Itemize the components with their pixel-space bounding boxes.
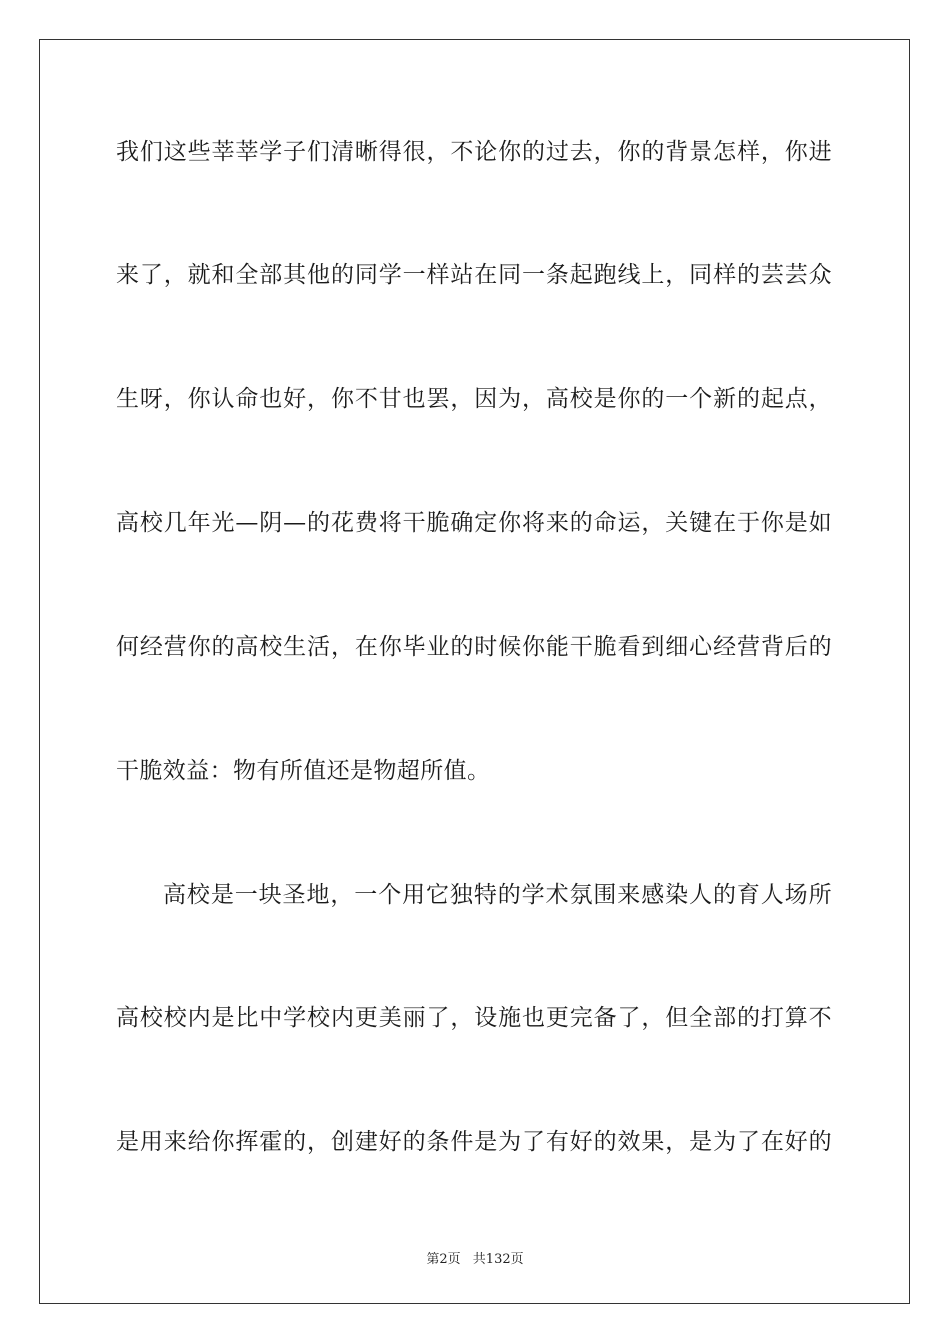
text-line: 干脆效益：物有所值还是物超所值。 xyxy=(116,758,491,784)
page-number: 第2页 xyxy=(426,1252,461,1267)
total-pages: 共132页 xyxy=(472,1252,524,1267)
page-border xyxy=(39,39,910,1304)
text-line: 高校校内是比中学校内更美丽了，设施也更完备了，但全部的打算不 xyxy=(116,1005,832,1031)
text-line: 何经营你的高校生活，在你毕业的时候你能干脆看到细心经营背后的 xyxy=(116,634,832,660)
page-footer xyxy=(0,1248,950,1267)
text-line: 生呀，你认命也好，你不甘也罢，因为，高校是你的一个新的起点， xyxy=(116,386,832,412)
text-line: 来了，就和全部其他的同学一样站在同一条起跑线上，同样的芸芸众 xyxy=(116,262,832,288)
text-line: 是用来给你挥霍的，创建好的条件是为了有好的效果，是为了在好的 xyxy=(116,1129,832,1155)
text-line: 高校几年光—阴—的花费将干脆确定你将来的命运，关键在于你是如 xyxy=(116,510,832,536)
paragraph-first-line: 高校是一块圣地，一个用它独特的学术氛围来感染人的育人场所 xyxy=(163,882,832,908)
text-line: 我们这些莘莘学子们清晰得很，不论你的过去，你的背景怎样，你进 xyxy=(116,139,832,165)
